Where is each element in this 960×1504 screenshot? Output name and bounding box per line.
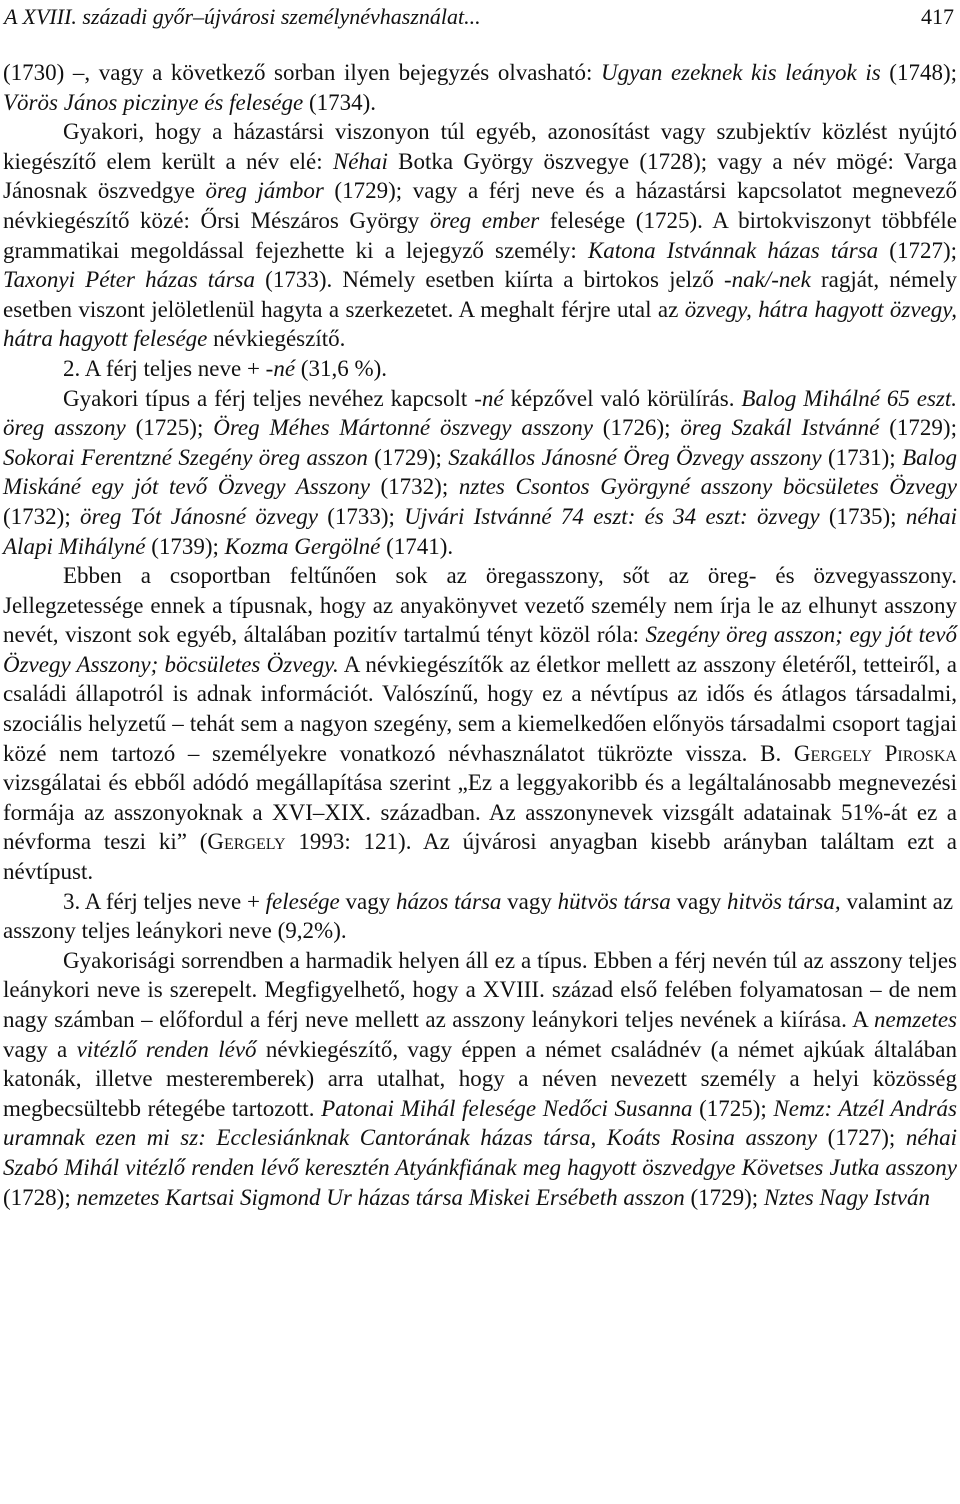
section-heading — [3, 354, 957, 384]
italic-run: Szakállos Jánosné Öreg Özvegy asszony — [448, 444, 822, 470]
italic-run: öreg ember — [429, 207, 540, 233]
author-name: Gergely — [207, 829, 286, 855]
italic-run: özvegy, hátra hagyott özvegy, hátra hagyott felesége — [3, 296, 957, 352]
text-run: Ebben a csoportban feltűnően sok az öregasszony, sőt az öreg- és özvegyasszony. Jellegzetessége ennek a típusnak, hogy az anyakönyvet vezető személy nem írja le az elhunyt asszony nevét, viszont sok egyéb, általában pozitív tartalmú tényt közöl róla: — [3, 563, 957, 648]
text-run: (31,6 %). — [295, 355, 388, 381]
paragraph — [3, 117, 957, 354]
italic-run: Ujvári Istvánné 74 eszt: és 34 eszt: özvegy — [404, 503, 820, 529]
text-run: ragját, némely esetben viszont jelöletlenül hagyta a szerkezetet. A meghalt férjre utal az — [3, 267, 957, 322]
italic-run: Sokorai Ferentzné Szegény öreg asszon — [3, 444, 368, 470]
italic-run: -né — [474, 385, 504, 411]
running-head — [4, 4, 954, 34]
text-run: (1730) –, vagy a következő sorban ilyen bejegyzés olvasható: — [3, 60, 602, 85]
body-text — [3, 58, 957, 1212]
italic-run: Néhai — [332, 148, 388, 174]
text-run: 3. A férj teljes neve + — [63, 888, 266, 914]
text-run: Gyakorisági sorrendben a harmadik helyen áll ez a típus. Ebben a férj nevén túl az asszony teljes leánykori neve is szerepelt. Megfigyelhető, hogy a XVIII. század első felében folyamatosan – de nem nagy számban – előfordul a férj neve mellett az asszony leánykori teljes nevének a kiírása. A — [3, 947, 957, 1032]
text-run: valamint az asszony teljes leánykori neve (9,2%). — [3, 888, 954, 944]
italic-run: Ugyan ezeknek kis leányok is — [601, 60, 881, 85]
italic-run: öreg jámbor — [205, 178, 324, 204]
paragraph — [3, 58, 957, 117]
text-run: névkiegészítő. — [207, 326, 346, 352]
italic-run: Öreg Méhes Mártonné öszvegy asszony — [213, 415, 593, 441]
italic-run: nemzetes Kartsai Sigmond Ur házas társa Miskei Ersébeth asszon — [76, 1184, 685, 1210]
page-number: 417 — [921, 4, 954, 29]
italic-run: Kozma Gergölné — [224, 533, 381, 559]
text-run: (1728); — [3, 1184, 77, 1210]
italic-run: néhai Alapi Mihályné — [3, 503, 957, 559]
text-run: (1735); — [819, 503, 906, 529]
text-run: (1729); vagy a férj neve és a házastársi kapcsolatot megnevező névkiegészítő közé: Őrsi Mészáros György — [3, 178, 957, 233]
text-run: képzővel való körülírás. — [503, 385, 742, 411]
text-run: Botka György öszvegye (1728); vagy a név mögé: Varga Jánosnak öszvedgye — [3, 148, 957, 204]
text-run: Gyakori típus a férj teljes nevéhez kapcsolt — [63, 385, 475, 411]
italic-run: Szegény öreg asszon; egy jót tevő Özvegy Asszony; böcsületes Özvegy. — [3, 622, 957, 677]
text-run: (1729); — [879, 415, 957, 441]
italic-run: Patonai Mihál felesége Nedőci Susanna — [321, 1095, 693, 1121]
text-run: Gyakori, hogy a házastársi viszonyon túl egyéb, azonosítást vagy szubjektív közlést nyújtó kiegészítő elem került a név elé: — [3, 119, 957, 174]
text-run: (1725); — [125, 415, 214, 441]
paragraph — [3, 561, 957, 887]
text-run: (1725); — [692, 1095, 774, 1121]
text-run: vagy — [339, 888, 396, 914]
italic-run: hütvös társa — [557, 888, 671, 914]
paragraph — [3, 384, 957, 562]
text-run: (1741). — [380, 533, 454, 559]
italic-run: Nztes Nagy István — [763, 1184, 931, 1210]
italic-run: vitézlő renden lévő — [76, 1036, 257, 1062]
italic-run: Balog Miskáné egy jót tevő Özvegy Asszony — [3, 444, 958, 500]
text-run: vagy a — [3, 1036, 77, 1062]
text-run: vagy — [501, 888, 558, 914]
text-run: vagy — [670, 888, 727, 914]
paragraph — [3, 946, 957, 1212]
italic-run: néhai Szabó Mihál vitézlő renden lévő keresztén Atyánkfiának meg hagyott öszvedgye Követses Jutka asszony — [3, 1125, 957, 1180]
text-run: (1726); — [592, 415, 681, 441]
text-run: vizsgálatai és ebből adódó megállapítása szerint „Ez a leggyakoribb és a legáltalánosabb megnevezési formája az asszonyoknak a XVI–XIX. században. Az asszonynevek vizsgált adatainak 51%-át ez a névforma teszi ki” ( — [3, 770, 957, 855]
text-run: felesége (1725). A birtokviszonyt többféle grammatikai megoldással fejezhette ki a lejegyző személy: — [3, 207, 957, 263]
text-run: (1727); — [817, 1125, 906, 1151]
italic-run: hitvös társa, — [726, 888, 841, 914]
section-heading — [3, 887, 957, 946]
italic-run: Taxonyi Péter házas társa — [3, 267, 255, 293]
text-run: (1748); — [880, 60, 957, 85]
text-run: (1733); — [317, 503, 405, 529]
italic-run: nztes Csontos Györgyné asszony böcsületes Özvegy — [458, 474, 957, 500]
text-run: (1729); — [684, 1184, 764, 1210]
italic-run: Vörös János piczinye és felesége — [3, 89, 304, 115]
italic-run: házos társa — [395, 888, 502, 914]
text-run: (1734). — [303, 89, 377, 115]
text-run: (1733). Némely esetben kiírta a birtokos jelző — [255, 267, 725, 293]
italic-run: öreg Tót Jánosné özvegy — [80, 503, 318, 529]
text-run: (1729); — [367, 444, 449, 470]
italic-run: nemzetes — [873, 1007, 957, 1032]
italic-run: felesége — [265, 888, 340, 914]
text-run: A névkiegészítők az életkor mellett az asszony életéről, tetteiről, a családi állapotról is adnak információt. Valószínű, hogy ez a névtípus az idős és átlagos társadalmi, szociális helyzetű – tehát sem a nagyon szegény, sem a kiemelkedően előnyös társadalmi csoport tagjai közé nem tartozó – személyekre vonatkozó névhasználatot tükrözte vissza. B. — [3, 651, 957, 766]
running-head-title: A XVIII. századi győr–újvárosi személynévhasználat... — [4, 4, 481, 29]
italic-run: -né — [265, 355, 296, 381]
text-run: (1731); — [821, 444, 903, 470]
italic-run: Katona Istvánnak házas társa — [587, 237, 879, 263]
italic-run: öreg Szakál Istvánné — [680, 415, 880, 441]
text-run: (1732); — [3, 503, 81, 529]
text-run: névkiegészítő, vagy éppen a német családnév (a német ajkúak általában katonák, illetve mesteremberek) arra utalhat, hogy a néven nevezett személy a helyi közösség megbecsültebb rétegébe tartozott. — [3, 1036, 958, 1121]
text-run: (1732); — [369, 474, 459, 500]
italic-run: Balog Mihálné 65 eszt. öreg asszony — [3, 385, 957, 441]
italic-run: -nak/-nek — [724, 267, 811, 293]
text-run: 2. A férj teljes neve + — [63, 355, 266, 381]
text-run: (1727); — [878, 237, 957, 263]
italic-run: Nemz: Atzél András uramnak ezen mi sz: Ecclesiánknak Cantorának házas társa, Koáts Rosina asszony — [3, 1095, 957, 1151]
author-name: Gergely Piroska — [793, 740, 957, 766]
text-run: 1993: 121). Az újvárosi anyagban kisebb arányban találtam ezt a névtípust. — [3, 829, 958, 885]
text-run: (1739); — [145, 533, 225, 559]
